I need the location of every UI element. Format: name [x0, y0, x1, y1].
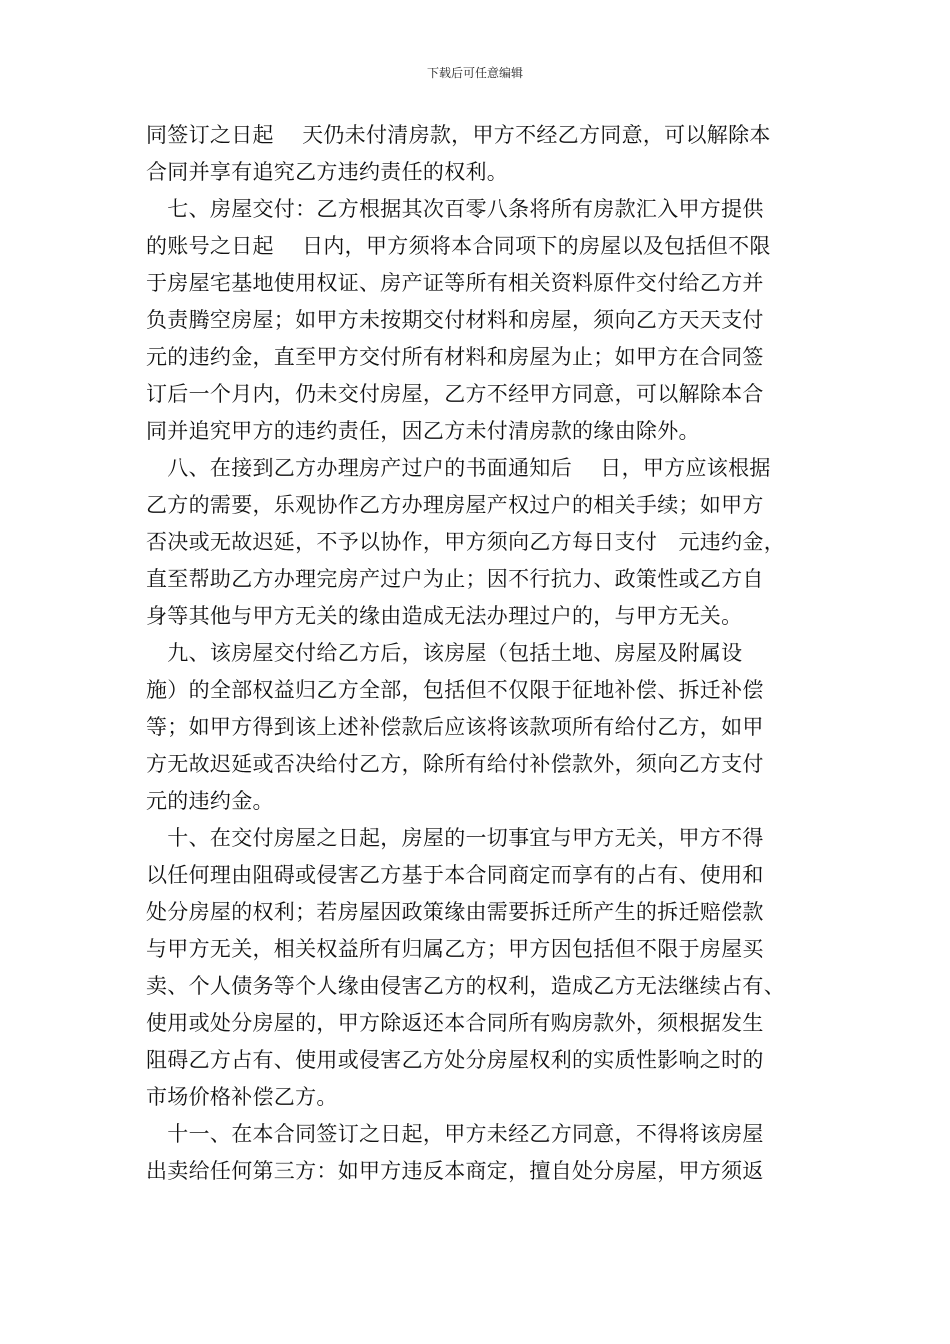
text-line: 同并追究甲方的违约责任，因乙方未付清房款的缘由除外。: [146, 419, 700, 443]
text-line: 乙方的需要，乐观协作乙方办理房屋产权过户的相关手续；如甲方: [146, 493, 764, 517]
text-line: 元的违约金，直至甲方交付所有材料和房屋为止；如甲方在合同签: [146, 345, 764, 369]
text-line: 十、在交付房屋之日起，房屋的一切事宜与甲方无关，甲方不得: [146, 826, 764, 850]
text-line: 与甲方无关，相关权益所有归属乙方；甲方因包括但不限于房屋买: [146, 937, 764, 961]
text-line: 八、在接到乙方办理房产过户的书面通知后 日，甲方应该根据: [146, 456, 771, 480]
text-line: 的账号之日起 日内，甲方须将本合同项下的房屋以及包括但不限: [146, 234, 771, 258]
text-line: 市场价格补偿乙方。: [146, 1085, 338, 1109]
text-line: 以任何理由阻碍或侵害乙方基于本合同商定而享有的占有、使用和: [146, 863, 764, 887]
text-line: 方无故迟延或否决给付乙方，除所有给付补偿款外，须向乙方支付: [146, 752, 764, 776]
text-line: 使用或处分房屋的，甲方除返还本合同所有购房款外，须根据发生: [146, 1011, 764, 1035]
text-line: 订后一个月内，仍未交付房屋，乙方不经甲方同意，可以解除本合: [146, 382, 764, 406]
text-line: 合同并享有追究乙方违约责任的权利。: [146, 160, 509, 184]
text-line: 直至帮助乙方办理完房产过户为止；因不行抗力、政策性或乙方自: [146, 567, 764, 591]
text-line: 七、房屋交付：乙方根据其次百零八条将所有房款汇入甲方提供: [146, 197, 764, 221]
text-line: 九、该房屋交付给乙方后，该房屋（包括土地、房屋及附属设: [146, 641, 743, 665]
text-line: 身等其他与甲方无关的缘由造成无法办理过户的，与甲方无关。: [146, 604, 743, 628]
text-line: 阻碍乙方占有、使用或侵害乙方处分房屋权利的实质性影响之时的: [146, 1048, 764, 1072]
text-line: 卖、个人债务等个人缘由侵害乙方的权利，造成乙方无法继续占有、: [146, 974, 785, 998]
page-header-note: 下载后可任意编辑: [426, 66, 523, 80]
text-line: 十一、在本合同签订之日起，甲方未经乙方同意，不得将该房屋: [146, 1122, 764, 1146]
document-body: [146, 117, 816, 1190]
text-line: 于房屋宅基地使用权证、房产证等所有相关资料原件交付给乙方并: [146, 271, 764, 295]
text-line: 出卖给任何第三方：如甲方违反本商定，擅自处分房屋，甲方须返: [146, 1159, 764, 1183]
text-line: 同签订之日起 天仍未付清房款，甲方不经乙方同意，可以解除本: [146, 123, 771, 147]
text-line: 等；如甲方得到该上述补偿款后应该将该款项所有给付乙方，如甲: [146, 715, 764, 739]
text-line: 处分房屋的权利；若房屋因政策缘由需要拆迁所产生的拆迁赔偿款: [146, 900, 764, 924]
text-line: 元的违约金。: [146, 789, 274, 813]
text-line: 施）的全部权益归乙方全部，包括但不仅限于征地补偿、拆迁补偿: [146, 678, 764, 702]
text-line: 负责腾空房屋；如甲方未按期交付材料和房屋，须向乙方天天支付: [146, 308, 764, 332]
text-line: 否决或无故迟延，不予以协作，甲方须向乙方每日支付 元违约金，: [146, 530, 785, 554]
